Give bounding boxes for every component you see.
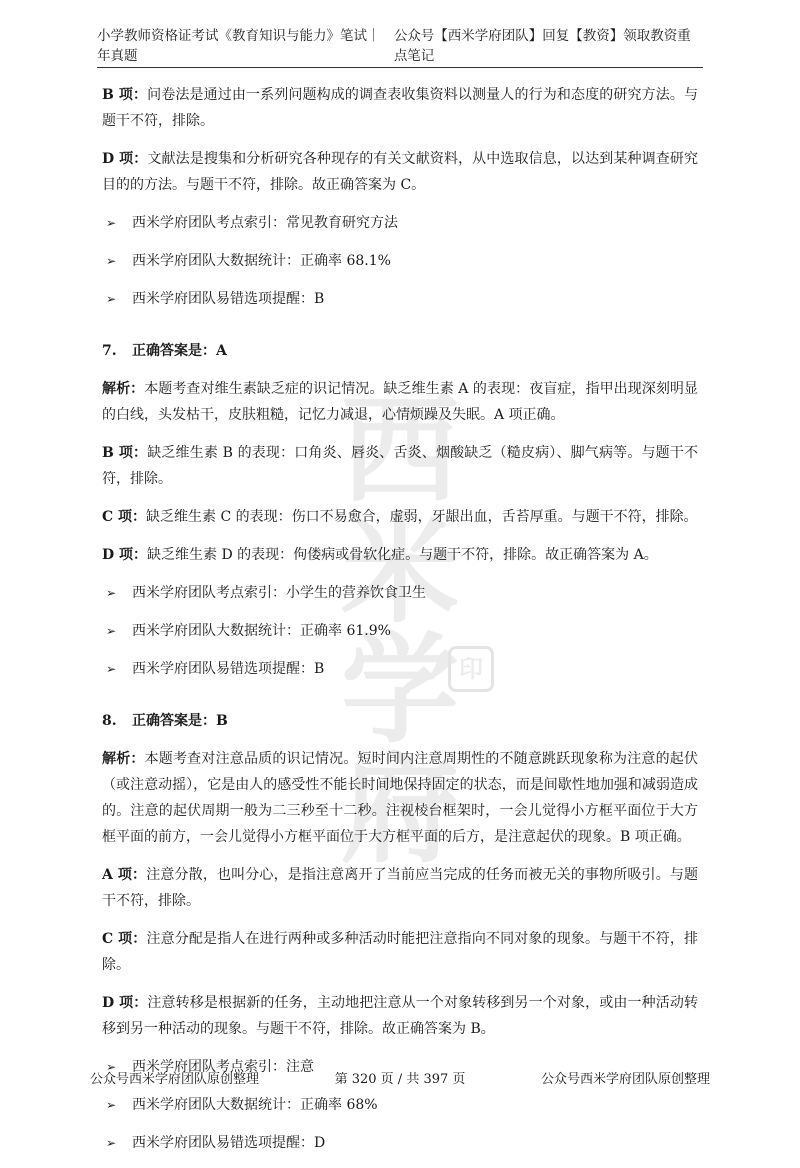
arrow-bullet-icon: ➢ <box>106 216 117 230</box>
list-item <box>106 618 698 644</box>
paragraph <box>102 82 698 134</box>
list-item-text: 西米学府团队大数据统计：正确率 61.9% <box>132 623 391 639</box>
list-item <box>106 210 698 236</box>
question-answer: 正确答案是：A <box>132 343 227 359</box>
paragraph <box>102 376 698 428</box>
list-item <box>106 1130 698 1156</box>
list-item <box>106 656 698 682</box>
list-item-text: 西米学府团队考点索引：注意 <box>132 1059 314 1075</box>
header-left: 小学教师资格证考试《教育知识与能力》笔试｜年真题 <box>97 28 381 64</box>
footer-right: 公众号西米学府团队原创整理 <box>540 1072 710 1087</box>
list-item <box>106 580 698 606</box>
paragraph-text: 缺乏维生素 C 的表现：伤口不易愈合，虚弱，牙龈出血，舌苔厚重。与题干不符，排除。 <box>146 509 698 525</box>
paragraph-text: 注意转移是根据新的任务，主动地把注意从一个对象转移到另一个对象，或由一种活动转移到另一种活动的现象。与题干不符，排除。故正确答案为 B。 <box>102 995 699 1037</box>
arrow-bullet-icon: ➢ <box>106 624 117 638</box>
question-heading <box>102 708 698 734</box>
header-right: 公众号【西米学府团队】回复【教资】领取教资重点笔记 <box>393 28 691 64</box>
page-content <box>102 82 698 1168</box>
paragraph <box>102 990 698 1042</box>
watermark-seal: 印 <box>448 646 494 692</box>
list-item <box>106 248 698 274</box>
watermark-char: 西 <box>340 380 459 519</box>
watermark-char: 学 <box>340 620 459 759</box>
question-number: 8. <box>102 713 117 729</box>
option-label: D 项： <box>102 547 148 563</box>
list-item <box>106 1092 698 1118</box>
paragraph-text: 文献法是搜集和分析研究各种现存的有关文献资料，从中选取信息，以达到某种调查研究目的的方法。与题干不符，排除。故正确答案为 C。 <box>102 151 699 193</box>
option-label: B 项： <box>102 445 148 461</box>
option-label: B 项： <box>102 87 148 103</box>
option-label: C 项： <box>102 931 147 947</box>
paragraph-text: 注意分配是指人在进行两种或多种活动时能把注意指向不同对象的现象。与题干不符，排除。 <box>102 931 698 973</box>
watermark-char: 米 <box>340 500 459 639</box>
list-item-text: 西米学府团队易错选项提醒：D <box>132 1135 326 1151</box>
list-item <box>106 286 698 312</box>
arrow-bullet-icon: ➢ <box>106 1060 117 1074</box>
question-number: 7. <box>102 343 117 359</box>
arrow-bullet-icon: ➢ <box>106 1098 117 1112</box>
paragraph <box>102 542 698 568</box>
arrow-bullet-icon: ➢ <box>106 254 117 268</box>
arrow-bullet-icon: ➢ <box>106 662 117 676</box>
option-label: 解析： <box>102 751 145 767</box>
page-number: 第 320 页 / 共 397 页 <box>334 1072 466 1087</box>
list-item-text: 西米学府团队考点索引：常见教育研究方法 <box>132 215 398 231</box>
option-label: 解析： <box>102 381 145 397</box>
list-item-text: 西米学府团队考点索引：小学生的营养饮食卫生 <box>132 585 426 601</box>
paragraph <box>102 862 698 914</box>
list-item-text: 西米学府团队大数据统计：正确率 68.1% <box>132 253 391 269</box>
question-answer: 正确答案是：B <box>132 713 228 729</box>
paragraph <box>102 146 698 198</box>
option-label: C 项： <box>102 509 147 525</box>
paragraph-text: 注意分散，也叫分心，是指注意离开了当前应当完成的任务而被无关的事物所吸引。与题干不符，排除。 <box>102 867 698 909</box>
paragraph-text: 本题考查对注意品质的识记情况。短时间内注意周期性的不随意跳跃现象称为注意的起伏（或注意动摇），它是由人的感受性不能长时间地保持固定的状态，而是间歇性地加强和减弱造成的。注意的起伏周期一般为二三秒至十二秒。注视棱台框架时，一会儿觉得小方框平面位于大方框平面的前方，一会儿觉得小方框平面位于大方框平面的后方，是注意起伏的现象。B 项正确。 <box>102 751 699 845</box>
page-header <box>97 28 703 68</box>
list-item-text: 西米学府团队易错选项提醒：B <box>132 291 325 307</box>
paragraph-text: 缺乏维生素 D 的表现：佝偻病或骨软化症。与题干不符，排除。故正确答案为 A。 <box>147 547 658 563</box>
paragraph-text: 缺乏维生素 B 的表现：口角炎、唇炎、舌炎、烟酸缺乏（糙皮病）、脚气病等。与题干不符，排除。 <box>102 445 698 487</box>
paragraph <box>102 440 698 492</box>
paragraph <box>102 926 698 978</box>
arrow-bullet-icon: ➢ <box>106 292 117 306</box>
paragraph-text: 本题考查对维生素缺乏症的识记情况。缺乏维生素 A 的表现：夜盲症，指甲出现深刻明显的白线，头发枯干，皮肤粗糙，记忆力减退，心情烦躁及失眠。A 项正确。 <box>102 381 698 423</box>
page-footer <box>90 1068 710 1087</box>
arrow-bullet-icon: ➢ <box>106 1136 117 1150</box>
option-label: A 项： <box>102 867 147 883</box>
option-label: D 项： <box>102 151 148 167</box>
footer-left: 公众号西米学府团队原创整理 <box>90 1072 260 1087</box>
watermark-char: 府 <box>340 740 459 879</box>
arrow-bullet-icon: ➢ <box>106 586 117 600</box>
list-item-text: 西米学府团队大数据统计：正确率 68% <box>132 1097 378 1113</box>
paragraph <box>102 746 698 850</box>
option-label: D 项： <box>102 995 148 1011</box>
question-heading <box>102 338 698 364</box>
list-item-text: 西米学府团队易错选项提醒：B <box>132 661 325 677</box>
paragraph-text: 问卷法是通过由一系列问题构成的调查表收集资料以测量人的行为和态度的研究方法。与题干不符，排除。 <box>102 87 698 129</box>
paragraph <box>102 504 698 530</box>
